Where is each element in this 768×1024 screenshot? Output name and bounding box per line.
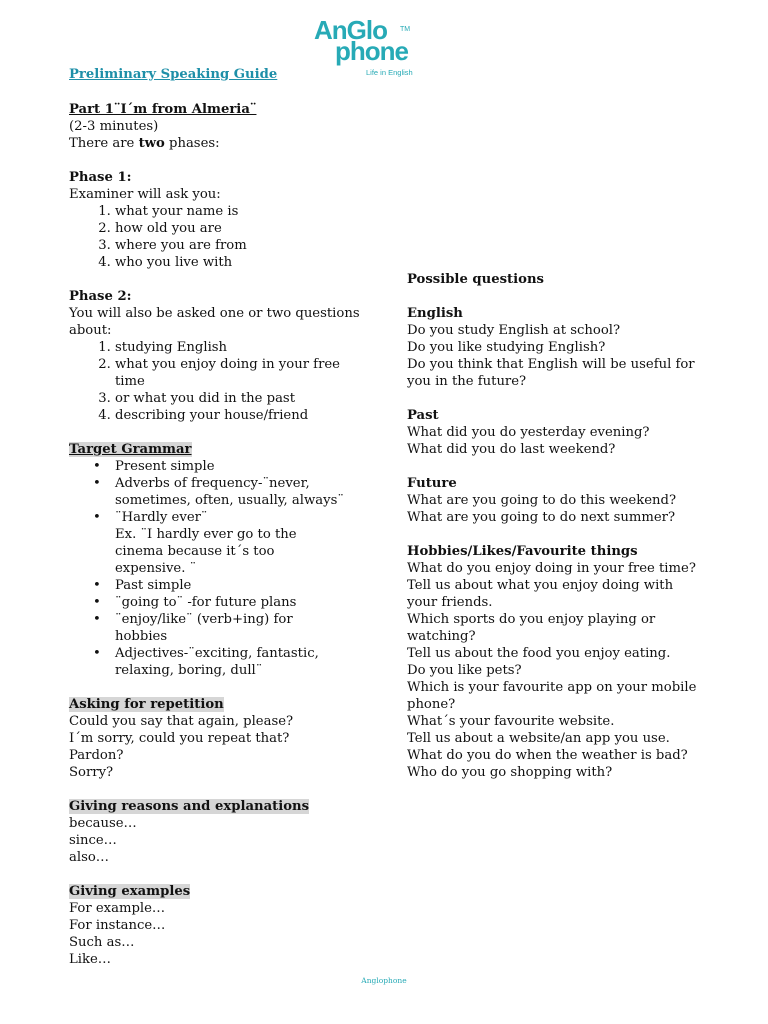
phases-post: phases: — [164, 136, 220, 151]
part1-heading: Part 1¨I´m from Almeria¨ — [69, 102, 257, 117]
list-item: 1. studying English — [115, 339, 355, 356]
list-item: • Adjectives-¨exciting, fantastic, relaxing, boring, dull¨ — [115, 645, 345, 679]
future-heading: Future — [407, 476, 457, 491]
list-item: 4. who you live with — [115, 254, 369, 271]
question-line: Which sports do you enjoy playing or watching? — [407, 612, 656, 644]
question-line: Tell us about a website/an app you use. — [407, 731, 670, 746]
english-heading: English — [407, 306, 463, 321]
examples-line: For example… — [69, 901, 166, 916]
list-item: • Past simple — [115, 577, 345, 594]
question-line: Do you study English at school? — [407, 323, 621, 338]
reasons-line: since… — [69, 833, 117, 848]
part1-phases-text — [69, 135, 369, 152]
question-line: Which is your favourite app on your mobile phone? — [407, 680, 697, 712]
reasons-line: also… — [69, 850, 109, 865]
question-line: What do you do when the weather is bad? — [407, 748, 688, 763]
phase2-heading: Phase 2: — [69, 289, 132, 304]
past-heading: Past — [407, 408, 439, 423]
list-item: • Present simple — [115, 458, 345, 475]
repetition-heading: Asking for repetition — [69, 697, 224, 712]
list-item: • ¨going to¨ -for future plans — [115, 594, 345, 611]
examples-heading: Giving examples — [69, 884, 191, 899]
logo-trademark: TM — [400, 26, 411, 33]
question-line: Tell us about what you enjoy doing with your friends. — [407, 578, 674, 610]
possible-questions-heading: Possible questions — [407, 272, 544, 287]
repetition-line: I´m sorry, could you repeat that? — [69, 731, 290, 746]
list-item: 2. how old you are — [115, 220, 369, 237]
anglophone-logo — [314, 15, 424, 77]
list-item: 2. what you enjoy doing in your free time — [115, 356, 355, 390]
reasons-heading-wrap — [69, 798, 369, 815]
examples-heading-wrap — [69, 883, 369, 900]
question-line: Do you like studying English? — [407, 340, 606, 355]
grammar-heading: Target Grammar — [69, 442, 192, 457]
question-line: What are you going to do this weekend? — [407, 493, 677, 508]
grammar-heading-wrap — [69, 441, 369, 458]
part1-duration: (2-3 minutes) — [69, 119, 159, 134]
phases-count: two — [138, 136, 165, 151]
grammar-list — [69, 458, 345, 679]
examples-line: Like… — [69, 952, 111, 967]
repetition-line: Could you say that again, please? — [69, 714, 294, 729]
question-line: What did you do last weekend? — [407, 442, 616, 457]
list-item: 3. where you are from — [115, 237, 369, 254]
question-line: What did you do yesterday evening? — [407, 425, 650, 440]
right-column — [407, 271, 707, 781]
question-line: What´s your favourite website. — [407, 714, 615, 729]
left-column — [69, 101, 369, 968]
phases-pre: There are — [69, 136, 139, 151]
grammar-example: Ex. ¨I hardly ever go to the cinema because it´s too expensive. ¨ — [115, 527, 297, 576]
list-item — [115, 509, 345, 577]
list-item: 3. or what you did in the past — [115, 390, 355, 407]
list-item: 1. what your name is — [115, 203, 369, 220]
question-line: Do you like pets? — [407, 663, 522, 678]
question-line: What do you enjoy doing in your free time? — [407, 561, 696, 576]
phase1-heading: Phase 1: — [69, 170, 132, 185]
repetition-line: Sorry? — [69, 765, 114, 780]
logo-line-1: AnGlo — [314, 15, 387, 45]
phase2-list — [69, 339, 355, 424]
question-line: Do you think that English will be useful for you in the future? — [407, 357, 695, 389]
list-item: 4. describing your house/friend — [115, 407, 355, 424]
logo-wordmark — [314, 15, 411, 66]
list-item: • ¨enjoy/like¨ (verb+ing) for hobbies — [115, 611, 345, 645]
list-item: • Adverbs of frequency-¨never, sometimes, often, usually, always¨ — [115, 475, 345, 509]
phase2-intro: You will also be asked one or two questions about: — [69, 306, 360, 338]
question-line: Tell us about the food you enjoy eating. — [407, 646, 671, 661]
logo-line-2: phone — [335, 36, 408, 66]
question-line: What are you going to do next summer? — [407, 510, 676, 525]
phase1-list — [69, 203, 369, 271]
grammar-hardly-ever: • ¨Hardly ever¨ — [115, 510, 208, 525]
logo-tagline: Life in English — [366, 68, 413, 77]
page-title: Preliminary Speaking Guide — [69, 67, 278, 82]
repetition-line: Pardon? — [69, 748, 124, 763]
phase1-intro: Examiner will ask you: — [69, 187, 221, 202]
question-line: Who do you go shopping with? — [407, 765, 613, 780]
repetition-heading-wrap — [69, 696, 369, 713]
hobbies-heading: Hobbies/Likes/Favourite things — [407, 544, 638, 559]
examples-line: Such as… — [69, 935, 135, 950]
examples-line: For instance… — [69, 918, 166, 933]
page-footer: Anglophone — [361, 976, 407, 985]
reasons-line: because… — [69, 816, 137, 831]
reasons-heading: Giving reasons and explanations — [69, 799, 310, 814]
